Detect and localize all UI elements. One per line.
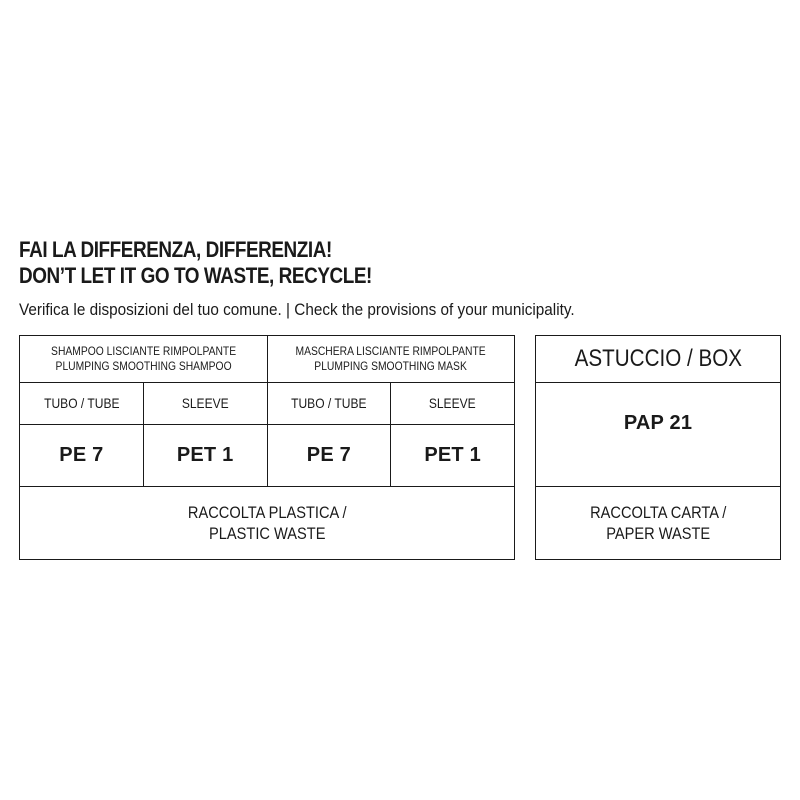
component-type-label: TUBO / TUBE <box>291 394 367 411</box>
headline-italian: FAI LA DIFFERENZA, DIFFERENZIA! <box>19 237 332 262</box>
material-code: PET 1 <box>424 444 481 466</box>
mask-tube-code-cell <box>267 425 391 487</box>
box-code-cell <box>536 383 781 487</box>
paper-waste-line-1: RACCOLTA CARTA / <box>589 503 727 522</box>
shampoo-sleeve-type-cell <box>143 383 267 425</box>
material-code: PE 7 <box>306 444 351 466</box>
paper-waste-row <box>536 487 781 560</box>
shampoo-tube-type-cell <box>20 383 144 425</box>
paper-recycling-table <box>535 335 781 560</box>
product-shampoo-name-it: SHAMPOO LISCIANTE RIMPOLPANTE <box>50 343 236 358</box>
plastic-waste-line-1: RACCOLTA PLASTICA / <box>187 503 347 522</box>
material-code-row <box>20 425 515 487</box>
municipality-note: Verifica le disposizioni del tuo comune. | Check the provisions of your municipality. <box>19 300 575 319</box>
plastic-waste-row <box>20 487 515 560</box>
paper-waste-cell <box>536 487 781 560</box>
product-mask-cell <box>267 336 515 383</box>
plastic-waste-line-2: PLASTIC WASTE <box>208 524 326 543</box>
component-type-label: SLEEVE <box>429 394 477 411</box>
box-title-row <box>536 336 781 383</box>
headline-english: DON’T LET IT GO TO WASTE, RECYCLE! <box>19 263 372 288</box>
plastic-waste-cell <box>20 487 515 560</box>
box-title: ASTUCCIO / BOX <box>574 345 742 372</box>
product-name-row <box>20 336 515 383</box>
component-type-row <box>20 383 515 425</box>
box-title-cell <box>536 336 781 383</box>
component-type-label: SLEEVE <box>181 394 229 411</box>
shampoo-tube-code-cell <box>20 425 144 487</box>
headline <box>19 237 372 289</box>
product-mask-name-en: PLUMPING SMOOTHING MASK <box>314 358 468 373</box>
material-code: PET 1 <box>176 444 234 466</box>
product-shampoo-name-en: PLUMPING SMOOTHING SHAMPOO <box>55 358 232 373</box>
product-mask-name-it: MASCHERA LISCIANTE RIMPOLPANTE <box>295 343 486 358</box>
box-code-row <box>536 383 781 487</box>
shampoo-sleeve-code-cell <box>143 425 267 487</box>
mask-sleeve-code-cell <box>391 425 515 487</box>
product-shampoo-cell <box>20 336 268 383</box>
material-code: PAP 21 <box>623 412 693 434</box>
mask-tube-type-cell <box>267 383 391 425</box>
plastic-recycling-table <box>19 335 515 560</box>
paper-waste-line-2: PAPER WASTE <box>605 524 710 543</box>
material-code: PE 7 <box>59 444 104 466</box>
component-type-label: TUBO / TUBE <box>43 394 120 411</box>
mask-sleeve-type-cell <box>391 383 515 425</box>
